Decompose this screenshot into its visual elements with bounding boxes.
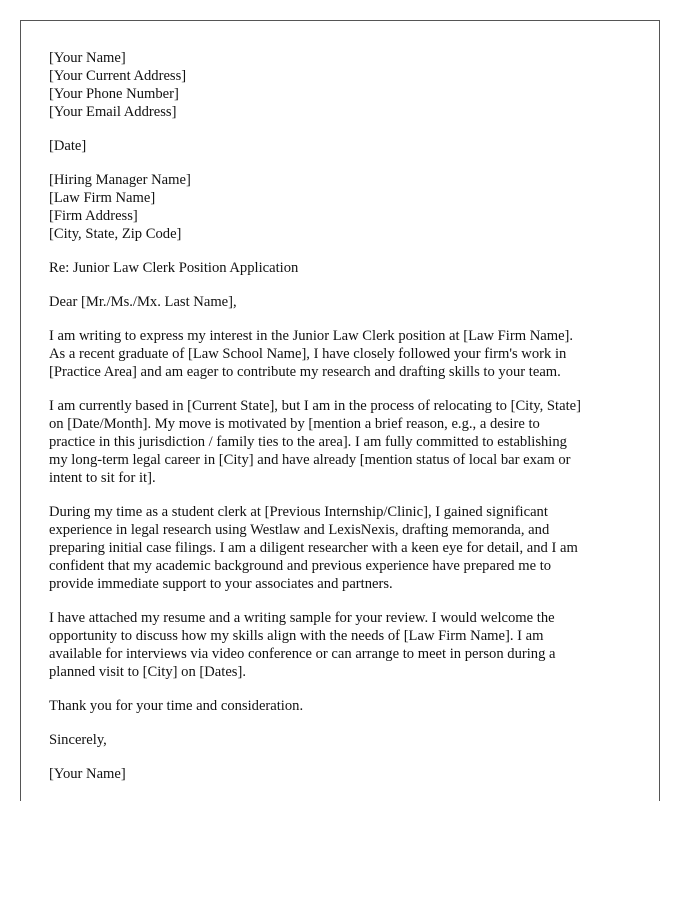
sender-phone: [Your Phone Number] [49,86,179,102]
signature-block [49,765,641,783]
signature-name: [Your Name] [49,766,126,782]
salutation-text: Dear [Mr./Ms./Mx. Last Name], [49,294,237,310]
letter-date: [Date] [49,138,87,154]
cover-letter [49,49,641,783]
recipient-city-state-zip: [City, State, Zip Code] [49,226,182,242]
subject-text: Re: Junior Law Clerk Position Application [49,260,299,276]
paragraph-line: preparing initial case filings. I am a diligent researcher with a keen eye for detail, and I am [49,540,578,556]
recipient-block [49,171,641,243]
paragraph-line: planned visit to [City] on [Dates]. [49,664,246,680]
paragraph-line: practice in this jurisdiction / family ties to the area]. I am fully committed to establishing [49,434,567,450]
sender-name: [Your Name] [49,50,126,66]
paragraph-line: [Practice Area] and am eager to contribute my research and drafting skills to your team. [49,364,561,380]
recipient-firm: [Law Firm Name] [49,190,156,206]
paragraph-line: my long-term legal career in [City] and have already [mention status of local bar exam or [49,452,571,468]
body-paragraph [49,697,641,715]
paragraph-line: intent to sit for it]. [49,470,156,486]
body-paragraph [49,327,641,381]
recipient-firm-address: [Firm Address] [49,208,138,224]
date-block [49,137,641,155]
paragraph-line: I am currently based in [Current State], but I am in the process of relocating to [City, State] [49,398,581,414]
letter-body [49,327,641,715]
sender-address: [Your Current Address] [49,68,187,84]
body-paragraph [49,609,641,681]
paragraph-line: on [Date/Month]. My move is motivated by [mention a brief reason, e.g., a desire to [49,416,540,432]
letter-page [20,20,660,801]
paragraph-line: experience in legal research using Westlaw and LexisNexis, drafting memoranda, and [49,522,550,538]
paragraph-line: I am writing to express my interest in the Junior Law Clerk position at [Law Firm Name]. [49,328,574,344]
sender-block [49,49,641,121]
paragraph-line: provide immediate support to your associates and partners. [49,576,393,592]
paragraph-line: opportunity to discuss how my skills align with the needs of [Law Firm Name]. I am [49,628,544,644]
recipient-manager: [Hiring Manager Name] [49,172,191,188]
closing [49,731,641,749]
closing-text: Sincerely, [49,732,107,748]
body-paragraph [49,397,641,487]
salutation [49,293,641,311]
paragraph-line: I have attached my resume and a writing sample for your review. I would welcome the [49,610,555,626]
paragraph-line: available for interviews via video conference or can arrange to meet in person during a [49,646,556,662]
paragraph-line: confident that my academic background and previous experience have prepared me to [49,558,552,574]
sender-email: [Your Email Address] [49,104,177,120]
paragraph-line: Thank you for your time and consideration. [49,698,304,714]
paragraph-line: During my time as a student clerk at [Previous Internship/Clinic], I gained significant [49,504,548,520]
subject-line [49,259,641,277]
paragraph-line: As a recent graduate of [Law School Name], I have closely followed your firm's work in [49,346,567,362]
body-paragraph [49,503,641,593]
